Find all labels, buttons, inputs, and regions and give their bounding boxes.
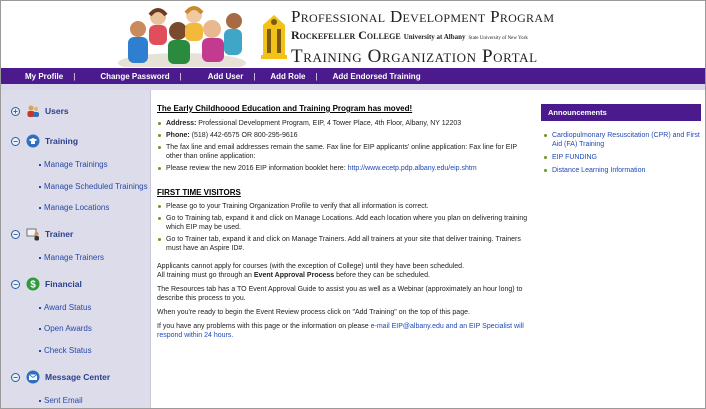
para-text: If you have any problems with this page or the information on please: [157, 323, 371, 330]
list-item: [157, 235, 532, 253]
para-applicants: Applicants cannot apply for courses (with the exception of College) until they have been scheduled.: [157, 263, 465, 270]
para-ready: When you're ready to begin the Event Review process click on "Add Training" on the top of this page.: [157, 309, 470, 316]
announcement-link-cpr[interactable]: [541, 131, 701, 149]
sidebar-item-label: Award Status: [44, 303, 92, 312]
announcement-link-distance-learning[interactable]: [541, 166, 701, 175]
announcements-header: Announcements: [541, 104, 701, 121]
nav-my-profile[interactable]: My Profile: [25, 71, 64, 81]
bullet-icon: [544, 156, 547, 159]
para-resources: The Resources tab has a TO Event Approval Guide to assist you as well as a Webinar (approximately an hour long) to describe this process to you.: [157, 286, 523, 302]
bullet-icon: [39, 207, 41, 209]
eip-booklet-link[interactable]: http://www.ecetp.pdp.albany.edu/eip.shtm: [347, 165, 477, 172]
bullet-icon: [158, 238, 161, 241]
sidebar-section-trainer[interactable]: [11, 227, 73, 241]
list-item: [157, 131, 532, 140]
para-text: before they can be scheduled.: [334, 272, 430, 279]
nav-separator: |: [179, 71, 182, 81]
brand-college-name: Rockefeller College: [291, 28, 401, 42]
list-item: [157, 214, 532, 232]
bullet-icon: [544, 169, 547, 172]
heading-program-moved: The Early Childhoood Education and Training Program has moved!: [157, 104, 413, 113]
brand-suny: State University of New York: [468, 36, 528, 41]
training-icon: [26, 134, 40, 148]
svg-text:$: $: [30, 279, 36, 291]
first-time-visitors-list: [157, 202, 532, 253]
fax-text: The fax line and email addresses remain the same. Fax line for EIP applicants' online application: Fax line for EIP other than online application:: [166, 144, 517, 160]
bullet-icon: [158, 146, 161, 149]
bullet-icon: [39, 328, 41, 330]
sidebar-item-label: Manage Scheduled Trainings: [44, 182, 148, 191]
nav-add-role[interactable]: Add Role: [270, 71, 306, 81]
collapse-icon[interactable]: −: [11, 137, 20, 146]
expand-icon[interactable]: +: [11, 107, 20, 116]
sidebar-item-manage-trainers[interactable]: [39, 253, 104, 262]
brand-college: [291, 28, 528, 43]
nav-separator: |: [253, 71, 256, 81]
collapse-icon[interactable]: −: [11, 230, 20, 239]
sidebar-item-label: Open Awards: [44, 324, 92, 333]
announcements-list: [541, 131, 701, 175]
nav-change-password[interactable]: Change Password: [100, 71, 170, 81]
collapse-icon[interactable]: −: [11, 373, 20, 382]
portal-title: Training Organization Portal: [291, 46, 538, 67]
address-label: Address:: [166, 120, 197, 127]
announcements-panel: [541, 104, 701, 179]
bullet-icon: [158, 122, 161, 125]
sidebar-item-manage-trainings[interactable]: [39, 160, 108, 169]
sidebar-item-sent-email[interactable]: [39, 396, 83, 405]
email-eip-link[interactable]: e-mail EIP@albany.edu and an EIP Specialist will respond within 24 hours.: [157, 323, 524, 339]
nav-separator: |: [73, 71, 76, 81]
brand-title: Professional Development Program: [291, 7, 555, 26]
bullet-icon: [158, 134, 161, 137]
para-problems: [157, 322, 532, 340]
dollar-icon: [26, 277, 40, 291]
sidebar-section-label: Message Center: [45, 372, 111, 382]
bullet-icon: [39, 257, 41, 259]
sidebar-section-users[interactable]: [11, 104, 69, 118]
sidebar-item-award-status[interactable]: [39, 303, 91, 312]
header-banner: [1, 1, 705, 69]
sidebar-item-label: Manage Trainings: [44, 160, 108, 169]
bullet-icon: [39, 164, 41, 166]
brand-university: University at Albany: [403, 33, 466, 41]
event-approval-process-text: Event Approval Process: [253, 272, 335, 279]
message-center-icon: [26, 370, 40, 384]
sidebar-section-label: Users: [45, 106, 69, 116]
bullet-icon: [158, 217, 161, 220]
sidebar-item-open-awards[interactable]: [39, 324, 92, 333]
bullet-icon: [39, 186, 41, 188]
sidebar-item-label: Sent Email: [44, 396, 83, 405]
nav-add-user[interactable]: Add User: [207, 71, 244, 81]
sidebar-item-label: Check Status: [44, 346, 92, 355]
heading-first-time-visitors: FIRST TIME VISITORS: [157, 188, 241, 197]
para-text: All training must go through an: [157, 272, 254, 279]
nav-separator: |: [315, 71, 318, 81]
list-item-text: Please go to your Training Organization Profile to verify that all information is correct.: [166, 203, 429, 210]
sidebar-item-manage-locations[interactable]: [39, 203, 109, 212]
list-item-text: Go to Trainer tab, expand it and click on Manage Trainers. Add all trainers at your site that deliver training. Trainers must have an Aspire ID#.: [166, 236, 521, 252]
bullet-icon: [158, 167, 161, 170]
phone-value: (518) 442-6575 OR 800-295-9616: [189, 132, 298, 139]
review-text: Please review the new 2016 EIP information booklet here:: [166, 165, 348, 172]
children-photo: [116, 3, 248, 67]
sidebar-item-label: Manage Trainers: [44, 253, 105, 262]
sidebar-item-label: Manage Locations: [44, 203, 110, 212]
bullet-icon: [39, 350, 41, 352]
sidebar-section-label: Trainer: [45, 229, 74, 239]
para-event-approval: [157, 271, 532, 280]
list-item: [157, 143, 532, 161]
rockefeller-logo-icon: [255, 5, 293, 63]
main-content: [157, 104, 532, 340]
sidebar-section-label: Financial: [45, 279, 82, 289]
sidebar-section-message-center[interactable]: [11, 370, 110, 384]
sidebar-section-training[interactable]: [11, 134, 78, 148]
program-info-list: [157, 119, 532, 173]
nav-add-endorsed-training[interactable]: Add Endorsed Training: [332, 71, 421, 81]
list-item: [157, 164, 532, 173]
announcement-label: EIP FUNDING: [552, 154, 597, 161]
top-nav-bar: [1, 68, 705, 84]
list-item-text: Go to Training tab, expand it and click on Manage Locations. Add each location where you plan on delivering training which EIP may be used.: [166, 215, 528, 231]
announcement-label: Cardiopulmonary Resuscitation (CPR) and First Aid (FA) Training: [552, 132, 700, 148]
list-item: [157, 119, 532, 128]
sidebar-item-check-status[interactable]: [39, 346, 92, 355]
sidebar: [1, 90, 151, 408]
list-item: [157, 202, 532, 211]
sidebar-item-manage-scheduled-trainings[interactable]: [39, 182, 148, 191]
phone-label: Phone:: [166, 132, 190, 139]
sidebar-section-label: Training: [45, 136, 79, 146]
bullet-icon: [544, 134, 547, 137]
users-icon: [26, 104, 40, 118]
address-value: Professional Development Program, EIP, 4 Tower Place, 4th Floor, Albany, NY 12203: [196, 120, 462, 127]
announcement-link-eip-funding[interactable]: [541, 153, 701, 162]
bullet-icon: [39, 307, 41, 309]
collapse-icon[interactable]: −: [11, 280, 20, 289]
announcement-label: Distance Learning Information: [552, 167, 646, 174]
trainer-icon: [26, 227, 40, 241]
bullet-icon: [158, 205, 161, 208]
bullet-icon: [39, 400, 41, 402]
sidebar-section-financial[interactable]: [11, 277, 82, 291]
